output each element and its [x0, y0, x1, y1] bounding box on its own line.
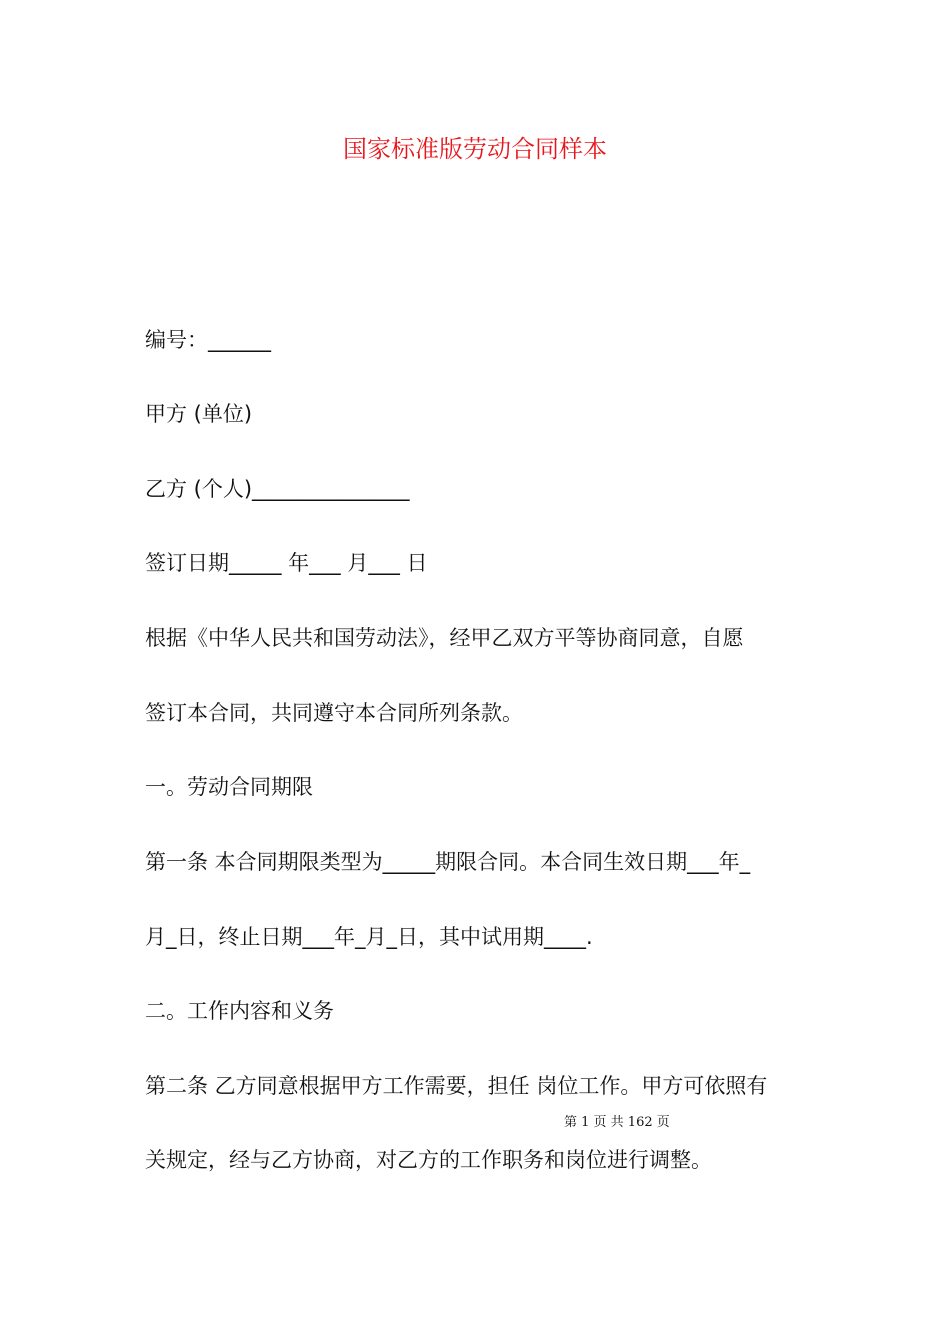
preamble-line-2: 签订本合同，共同遵守本合同所列条款。: [145, 701, 523, 725]
article-2-line-1: 第二条 乙方同意根据甲方工作需要，担任 岗位工作。甲方可依照有: [145, 1074, 768, 1098]
signing-date-line: 签订日期_____ 年___ 月___ 日: [145, 551, 428, 575]
article-2-line-2: 关规定，经与乙方协商，对乙方的工作职务和岗位进行调整。: [145, 1148, 712, 1172]
article-1-line-1: 第一条 本合同期限类型为_____期限合同。本合同生效日期___年_: [145, 850, 751, 874]
party-b-line: 乙方 (个人)_______________: [145, 477, 410, 501]
section-2-heading: 二。工作内容和义务: [145, 999, 334, 1023]
page-number-footer: 第 1 页 共 162 页: [564, 1115, 670, 1130]
preamble-line-1: 根据《中华人民共和国劳动法》，经甲乙双方平等协商同意，自愿: [145, 626, 744, 650]
document-title: 国家标准版劳动合同样本: [343, 135, 607, 163]
section-1-heading: 一。劳动合同期限: [145, 775, 313, 799]
party-a-line: 甲方 (单位): [145, 402, 253, 426]
article-1-line-2: 月_日，终止日期___年_月_日，其中试用期____.: [145, 925, 593, 949]
contract-number-line: 编号：______: [145, 328, 271, 352]
